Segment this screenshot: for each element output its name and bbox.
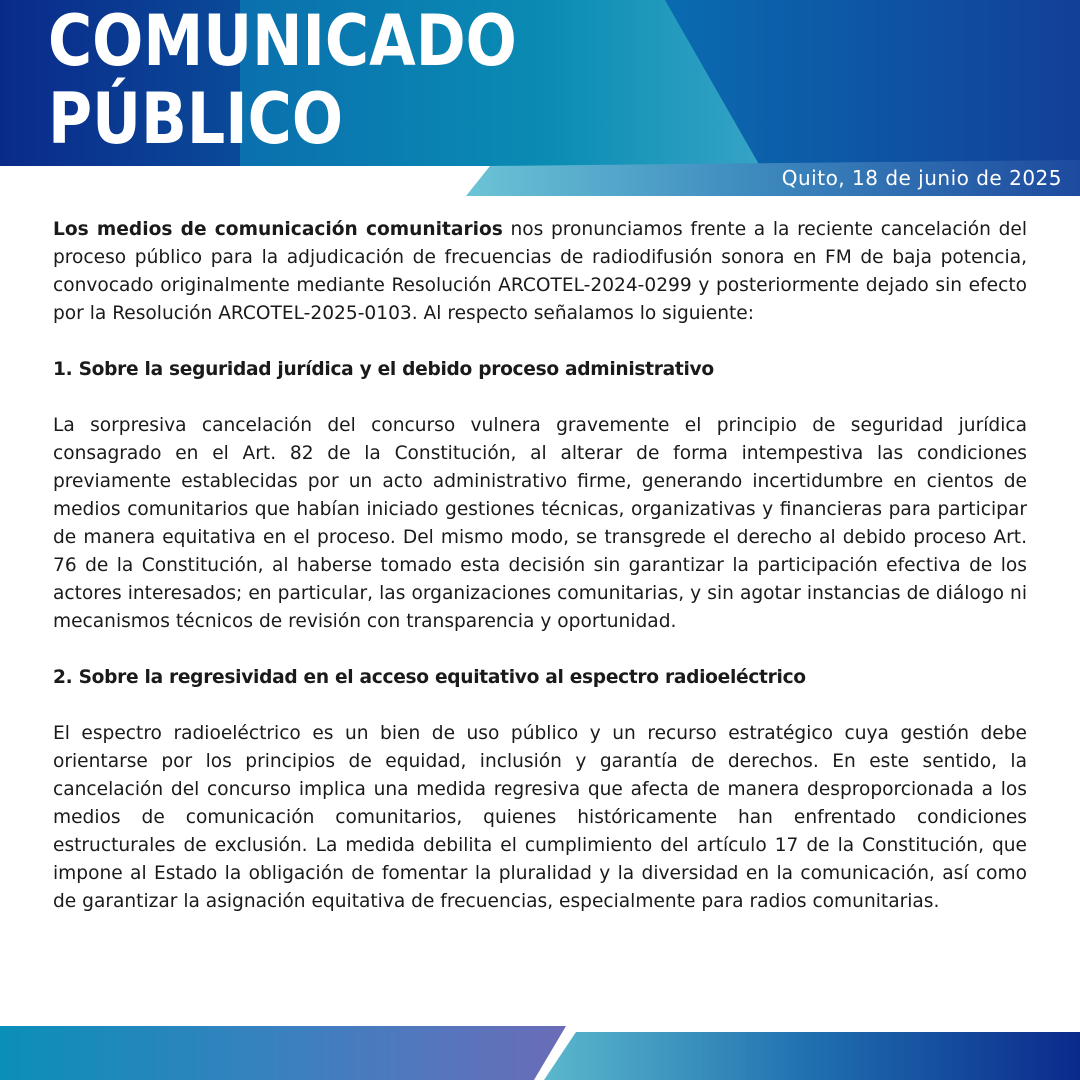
- section-2-body: El espectro radioeléctrico es un bien de uso público y un recurso estratégico cuya gestión debe orientarse por los principios de equidad, inclusión y garantía de derechos. En este sentido, la cancelación del concurso implica una medida regresiva que afecta de manera desproporcionada a los medios de comunicación comunitarios, quienes históricamente han enfrentado condiciones estructurales de exclusión. La medida debilita el cumplimiento del artículo 17 de la Constitución, que impone al Estado la obligación de fomentar la pluralidad y la diversidad en la comunicación, así como de garantizar la asignación equitativa de frecuencias, especialmente para radios comunitarias.: [53, 723, 1027, 912]
- header-banner: [0, 0, 1080, 196]
- intro-text: nos pronunciamos frente a la reciente cancelación del proceso público para la adjudicación de frecuencias de radiodifusión sonora en FM de baja potencia, convocado originalmente mediante Resolución ARCOTEL-2024-0299 y posteriormente dejado sin efecto por la Resolución ARCOTEL-2025-0103. Al respecto señalamos lo siguiente:: [53, 219, 1027, 324]
- footer-background: [0, 1026, 1080, 1080]
- section-1-body: La sorpresiva cancelación del concurso vulnera gravemente el principio de seguridad jurídica consagrado en el Art. 82 de la Constitución, al alterar de forma intempestiva las condiciones previamente establecidas por un acto administrativo firme, generando incertidumbre en cientos de medios comunitarios que habían iniciado gestiones técnicas, organizativas y financieras para participar de manera equitativa en el proceso. Del mismo modo, se transgrede el derecho al debido proceso Art. 76 de la Constitución, al haberse tomado esta decisión sin garantizar la participación efectiva de los actores interesados; en particular, las organizaciones comunitarias, y sin agotar instancias de diálogo ni mecanismos técnicos de revisión con transparencia y oportunidad.: [53, 415, 1027, 632]
- page-title: [48, 2, 517, 158]
- communique-body: [53, 216, 1027, 944]
- date-label: Quito, 18 de junio de 2025: [781, 166, 1062, 190]
- intro-paragraph: [53, 216, 1027, 328]
- section-2-heading: 2. Sobre la regresividad en el acceso equitativo al espectro radioeléctrico: [53, 667, 806, 688]
- footer-banner: [0, 1026, 1080, 1080]
- title-line-1: COMUNICADO: [48, 0, 517, 82]
- intro-lead: Los medios de comunicación comunitarios: [53, 219, 503, 240]
- title-line-2: PÚBLICO: [48, 78, 344, 160]
- section-1-heading: 1. Sobre la seguridad jurídica y el debido proceso administrativo: [53, 359, 714, 380]
